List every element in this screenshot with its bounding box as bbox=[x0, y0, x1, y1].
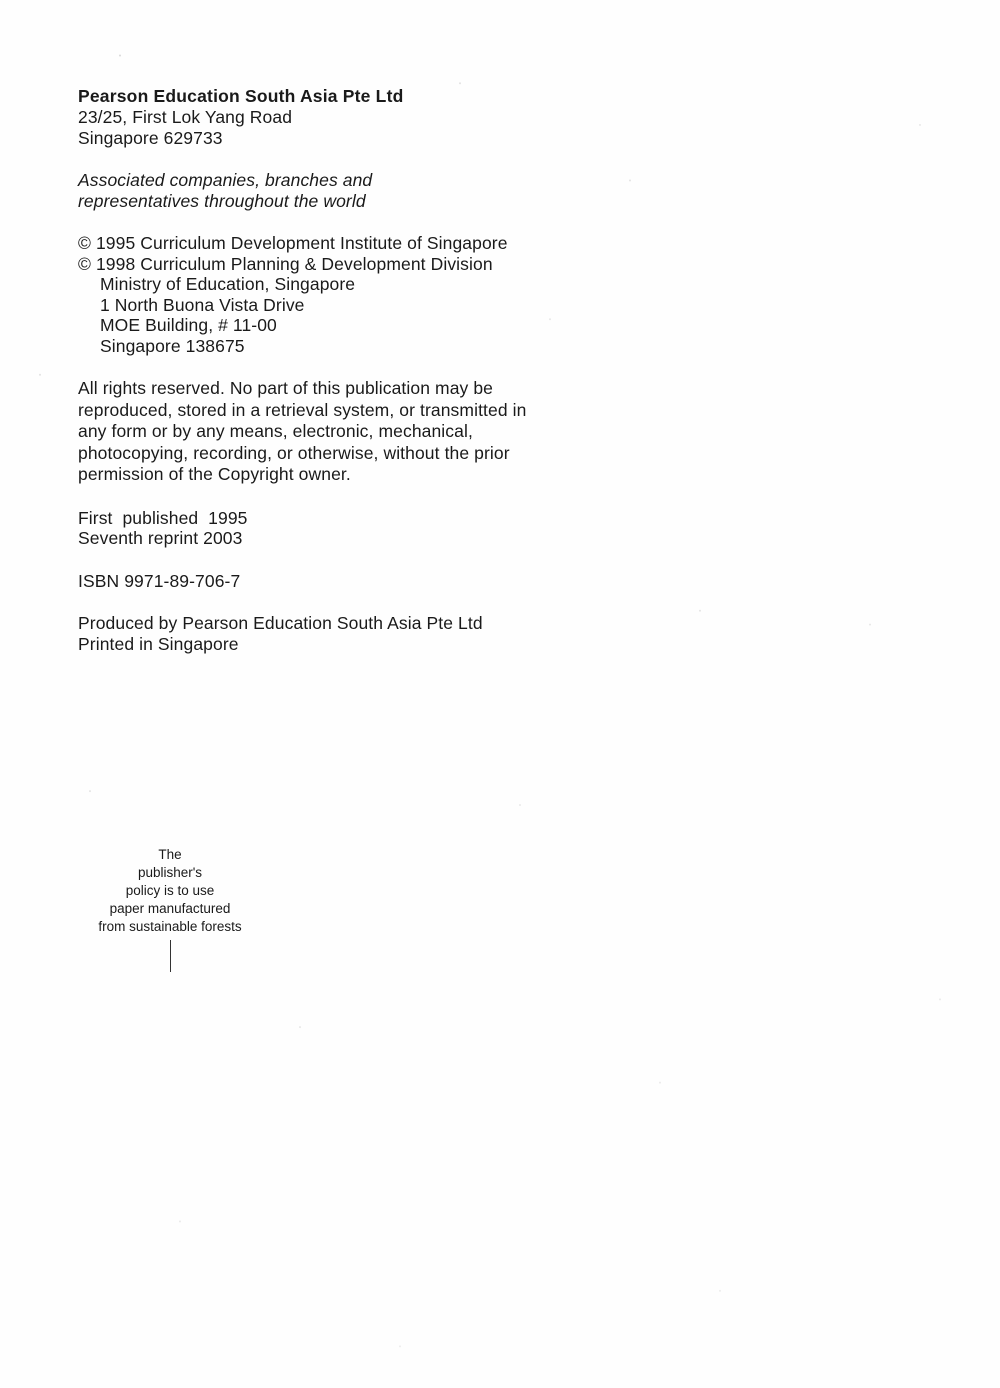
publisher-block bbox=[78, 86, 698, 148]
forest-line-2: publisher's bbox=[137, 865, 203, 880]
produced-by-line: Produced by Pearson Education South Asia Pte Ltd bbox=[78, 613, 483, 633]
associated-line-2: representatives throughout the world bbox=[78, 190, 366, 211]
isbn-value: ISBN 9971-89-706-7 bbox=[78, 570, 241, 591]
associated-companies-block bbox=[78, 170, 698, 211]
copyright-line-1: © 1995 Curriculum Development Institute of Singapore bbox=[78, 233, 508, 253]
printed-in-line: Printed in Singapore bbox=[78, 633, 239, 654]
publisher-address-line-1: 23/25, First Lok Yang Road bbox=[78, 107, 293, 127]
rights-line-5: permission of the Copyright owner. bbox=[78, 464, 351, 484]
forest-line-3: policy is to use bbox=[125, 883, 215, 898]
forest-line-5: from sustainable forests bbox=[98, 919, 242, 934]
all-rights-reserved-block bbox=[78, 378, 698, 486]
sustainable-forest-logo bbox=[55, 846, 285, 972]
copyright-line-2: © 1998 Curriculum Planning & Development Division bbox=[78, 253, 493, 274]
rights-line-2: reproduced, stored in a retrieval system, or transmitted in bbox=[78, 399, 527, 420]
forest-line-4: paper manufactured bbox=[109, 901, 231, 916]
publisher-address-line-2: Singapore 629733 bbox=[78, 127, 223, 148]
copyright-line-6: Singapore 138675 bbox=[100, 335, 245, 356]
rights-line-1: All rights reserved. No part of this publication may be bbox=[78, 378, 493, 398]
rights-line-4: photocopying, recording, or otherwise, without the prior bbox=[78, 442, 510, 463]
copyright-block bbox=[78, 233, 698, 356]
isbn-block bbox=[78, 571, 698, 592]
associated-line-1: Associated companies, branches and bbox=[78, 170, 373, 190]
publisher-name: Pearson Education South Asia Pte Ltd bbox=[78, 86, 404, 106]
copyright-line-3: Ministry of Education, Singapore bbox=[100, 274, 356, 294]
copyright-line-5: MOE Building, # 11-00 bbox=[100, 315, 277, 335]
reprint-line: Seventh reprint 2003 bbox=[78, 528, 243, 548]
first-published-line: First published 1995 bbox=[78, 507, 248, 528]
production-block bbox=[78, 613, 698, 654]
forest-line-1: The bbox=[158, 847, 182, 862]
copyright-line-4: 1 North Buona Vista Drive bbox=[100, 294, 305, 315]
tree-stem-icon bbox=[170, 940, 171, 972]
publication-dates-block bbox=[78, 508, 698, 549]
rights-line-3: any form or by any means, electronic, mechanical, bbox=[78, 421, 473, 441]
imprint-page-content bbox=[78, 86, 698, 676]
